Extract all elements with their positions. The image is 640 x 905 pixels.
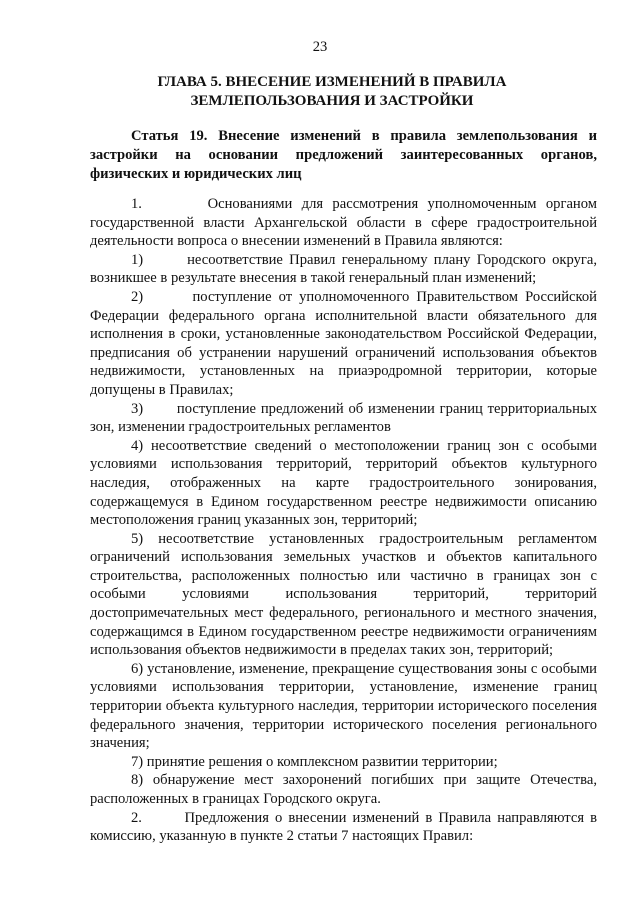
list-item-6: 6) установление, изменение, прекращение существования зоны с особыми условиями использования территории, установление, изменение границ территории объекта культурного наследия, территории исторического поселения федерального значения, территории исторического поселения регионального значения; (90, 660, 597, 752)
list-item-2: 2) поступление от уполномоченного Правительством Российской Федерации федерального органа исполнительной власти обязательного для исполнения в сроки, установленные законодательством Российской Федерации, предписания об устранении нарушений ограничений использования объектов недвижимости, установленных на приаэродромной территории, которые допущены в Правилах; (90, 288, 597, 398)
chapter-heading (0, 73, 640, 111)
paragraph-2: 2. Предложения о внесении изменений в Правила направляются в комиссию, указанную в пункте 2 статьи 7 настоящих Правил: (90, 809, 597, 845)
article-heading: Статья 19. Внесение изменений в правила землепользования и застройки на основании предложений заинтересованных органов, физических и юридических лиц (90, 128, 597, 182)
page-number: 23 (312, 39, 328, 55)
article-body (90, 195, 597, 846)
list-item-7: 7) принятие решения о комплексном развитии территории; (131, 753, 498, 770)
list-item-4: 4) несоответствие сведений о местоположении границ зон с особыми условиями использования территорий, территорий объектов культурного наследия, отображенных на карте градостроительного зонирования, содержащемуся в Едином государственном реестре недвижимости описанию местоположения границ указанных зон, территорий; (90, 437, 597, 529)
chapter-heading-line-1: ГЛАВА 5. ВНЕСЕНИЕ ИЗМЕНЕНИЙ В ПРАВИЛА (157, 74, 507, 90)
list-item-1: 1) несоответствие Правил генеральному плану Городского округа, возникшее в результате внесения в такой генеральный план изменений; (90, 251, 597, 287)
chapter-heading-line-2: ЗЕМЛЕПОЛЬЗОВАНИЯ И ЗАСТРОЙКИ (190, 93, 474, 109)
list-item-5: 5) несоответствие установленных градостроительным регламентом ограничений использования земельных участков и объектов капитального строительства, расположенных полностью или частично в границах зон с особыми условиями использования территорий, территорий достопримечательных мест федерального, регионального и местного значения, содержащимся в Едином государственном реестре недвижимости ограничениям использования объектов недвижимости в пределах таких зон, территорий; (90, 530, 597, 659)
list-item-3: 3) поступление предложений об изменении границ территориальных зон, изменении градостроительных регламентов (90, 400, 597, 436)
list-item-8: 8) обнаружение мест захоронений погибших при защите Отечества, расположенных в границах Городского округа. (90, 772, 597, 807)
paragraph-1: 1. Основаниями для рассмотрения уполномоченным органом государственной власти Архангельской области в сфере градостроительной деятельности вопроса о внесении изменений в Правила являются: (90, 196, 597, 250)
